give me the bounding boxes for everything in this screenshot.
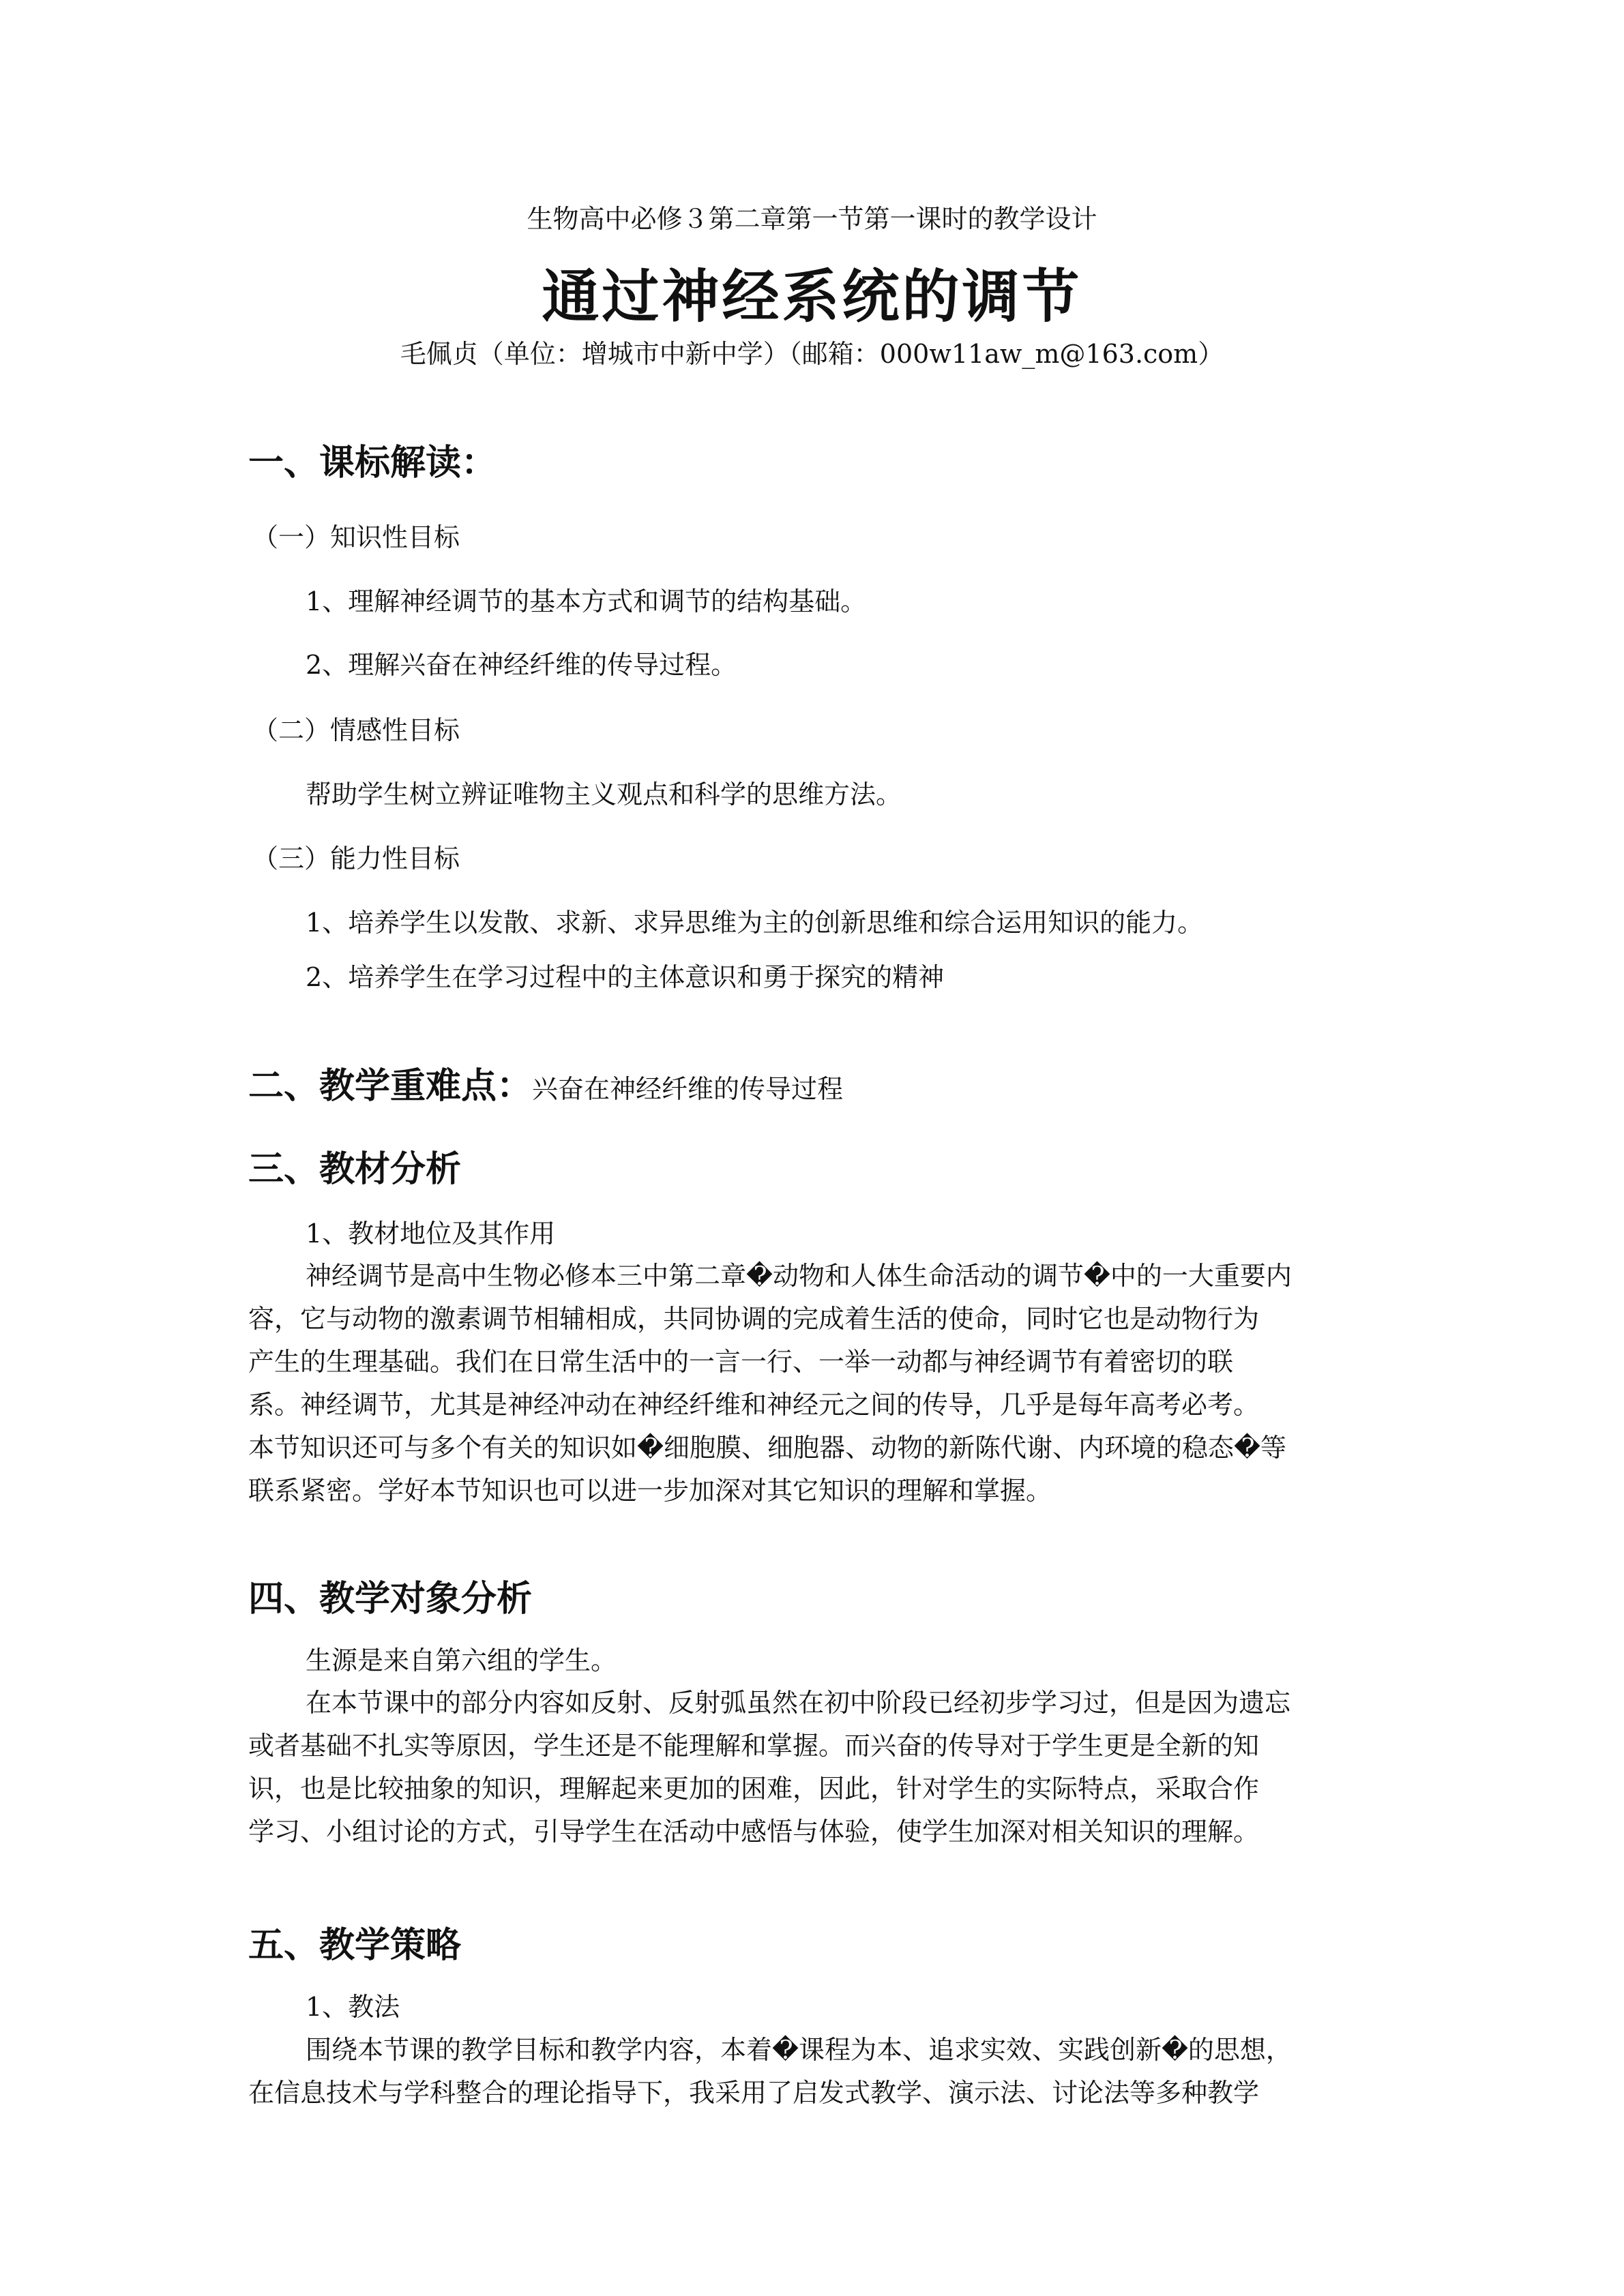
author-line: 毛佩贞（单位：增城市中新中学）（邮箱：000w11aw_m@163.com） bbox=[400, 339, 1224, 369]
ability-goal-2: 2、培养学生在学习过程中的主体意识和勇于探究的精神 bbox=[306, 962, 945, 992]
section-3-line-5: 本节知识还可与多个有关的知识如�细胞膜、细胞器、动物的新陈代谢、内环境的稳态�等 bbox=[248, 1433, 1286, 1463]
section-3-line-3: 产生的生理基础。我们在日常生活中的一言一行、一举一动都与神经调节有着密切的联 bbox=[248, 1347, 1234, 1377]
section-4-line-3: 识，也是比较抽象的知识，理解起来更加的困难，因此，针对学生的实际特点，采取合作 bbox=[248, 1774, 1260, 1804]
section-3-subheading: 1、教材地位及其作用 bbox=[306, 1219, 556, 1249]
knowledge-goal-2: 2、理解兴奋在神经纤维的传导过程。 bbox=[306, 650, 737, 680]
section-2-heading bbox=[248, 1057, 843, 1108]
section-4-heading: 四、教学对象分析 bbox=[248, 1579, 533, 1620]
section-3-heading: 三、教材分析 bbox=[248, 1149, 462, 1190]
section-3-line-1: 神经调节是高中生物必修本三中第二章�动物和人体生命活动的调节�中的一大重要内 bbox=[306, 1261, 1292, 1291]
knowledge-goal-label: （一）知识性目标 bbox=[252, 522, 460, 552]
knowledge-goal-1: 1、理解神经调节的基本方式和调节的结构基础。 bbox=[306, 586, 867, 616]
section-3-line-2: 容，它与动物的激素调节相辅相成，共同协调的完成着生活的使命，同时它也是动物行为 bbox=[248, 1304, 1260, 1334]
section-5-line-2: 在信息技术与学科整合的理论指导下，我采用了启发式教学、演示法、讨论法等多种教学 bbox=[248, 2078, 1260, 2108]
section-3-line-6: 联系紧密。学好本节知识也可以进一步加深对其它知识的理解和掌握。 bbox=[248, 1476, 1052, 1506]
section-4-intro: 生源是来自第六组的学生。 bbox=[306, 1645, 617, 1675]
section-2-title: 二、教学重难点： bbox=[248, 1066, 533, 1107]
section-4-line-4: 学习、小组讨论的方式，引导学生在活动中感悟与体验，使学生加深对相关知识的理解。 bbox=[248, 1817, 1260, 1847]
section-3-line-4: 系。神经调节，尤其是神经冲动在神经纤维和神经元之间的传导，几乎是每年高考必考。 bbox=[248, 1390, 1260, 1420]
section-4-line-2: 或者基础不扎实等原因，学生还是不能理解和掌握。而兴奋的传导对于学生更是全新的知 bbox=[248, 1731, 1260, 1761]
emotion-goal-label: （二）情感性目标 bbox=[252, 715, 460, 745]
section-5-line-1: 围绕本节课的教学目标和教学内容，本着�课程为本、追求实效、实践创新�的思想， bbox=[306, 2035, 1292, 2065]
ability-goal-label: （三）能力性目标 bbox=[252, 844, 460, 874]
ability-goal-1: 1、培养学生以发散、求新、求异思维为主的创新思维和综合运用知识的能力。 bbox=[306, 908, 1204, 938]
section-2-content: 兴奋在神经纤维的传导过程 bbox=[532, 1074, 844, 1104]
section-1-heading: 一、课标解读： bbox=[248, 443, 497, 483]
emotion-goal-1: 帮助学生树立辨证唯物主义观点和科学的思维方法。 bbox=[306, 779, 902, 809]
document-subtitle: 生物高中必修３第二章第一节第一课时的教学设计 bbox=[527, 204, 1097, 234]
document-title: 通过神经系统的调节 bbox=[542, 263, 1082, 330]
section-5-subheading: 1、教法 bbox=[306, 1992, 400, 2022]
section-5-heading: 五、教学策略 bbox=[248, 1925, 462, 1966]
section-4-line-1: 在本节课中的部分内容如反射、反射弧虽然在初中阶段已经初步学习过，但是因为遗忘 bbox=[306, 1688, 1291, 1718]
